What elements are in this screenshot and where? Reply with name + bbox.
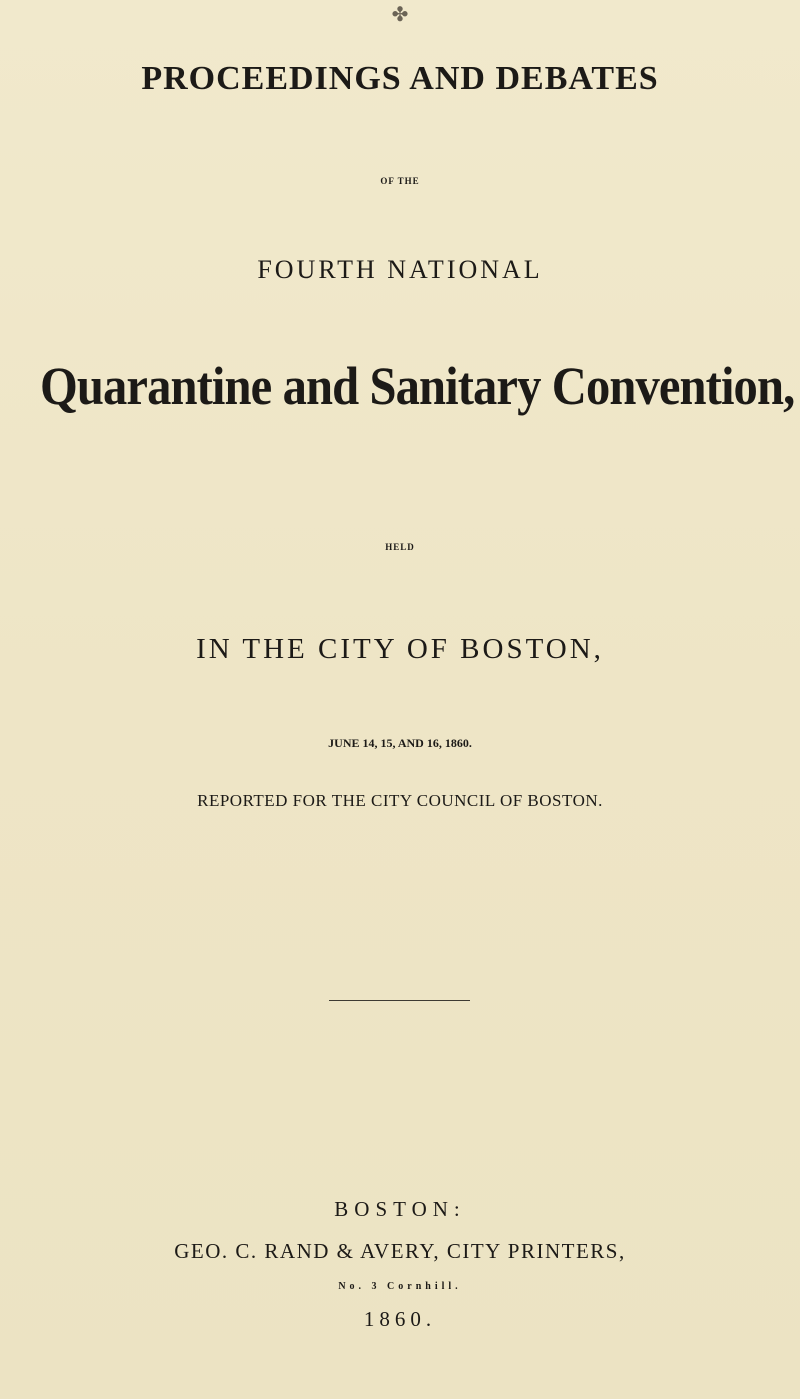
imprint-address: No. 3 Cornhill. (338, 1281, 462, 1292)
imprint-year: 1860. (363, 1307, 437, 1331)
page-title: PROCEEDINGS AND DEBATES (141, 60, 659, 97)
convention-name-heading: Quarantine and Sanitary Convention, (40, 356, 795, 416)
dates-line: JUNE 14, 15, AND 16, 1860. (328, 736, 472, 750)
imprint-printers: GEO. C. RAND & AVERY, CITY PRINTERS, (174, 1239, 626, 1263)
top-ornament-icon: ✤ (391, 2, 409, 26)
city-heading: IN THE CITY OF BOSTON, (196, 633, 604, 665)
divider-rule (329, 1000, 470, 1001)
of-the-label: OF THE (380, 176, 420, 186)
reported-line: REPORTED FOR THE CITY COUNCIL OF BOSTON. (197, 791, 603, 810)
fourth-national-heading: FOURTH NATIONAL (257, 255, 543, 284)
imprint-place: BOSTON: (334, 1197, 466, 1221)
held-label: HELD (385, 542, 415, 552)
